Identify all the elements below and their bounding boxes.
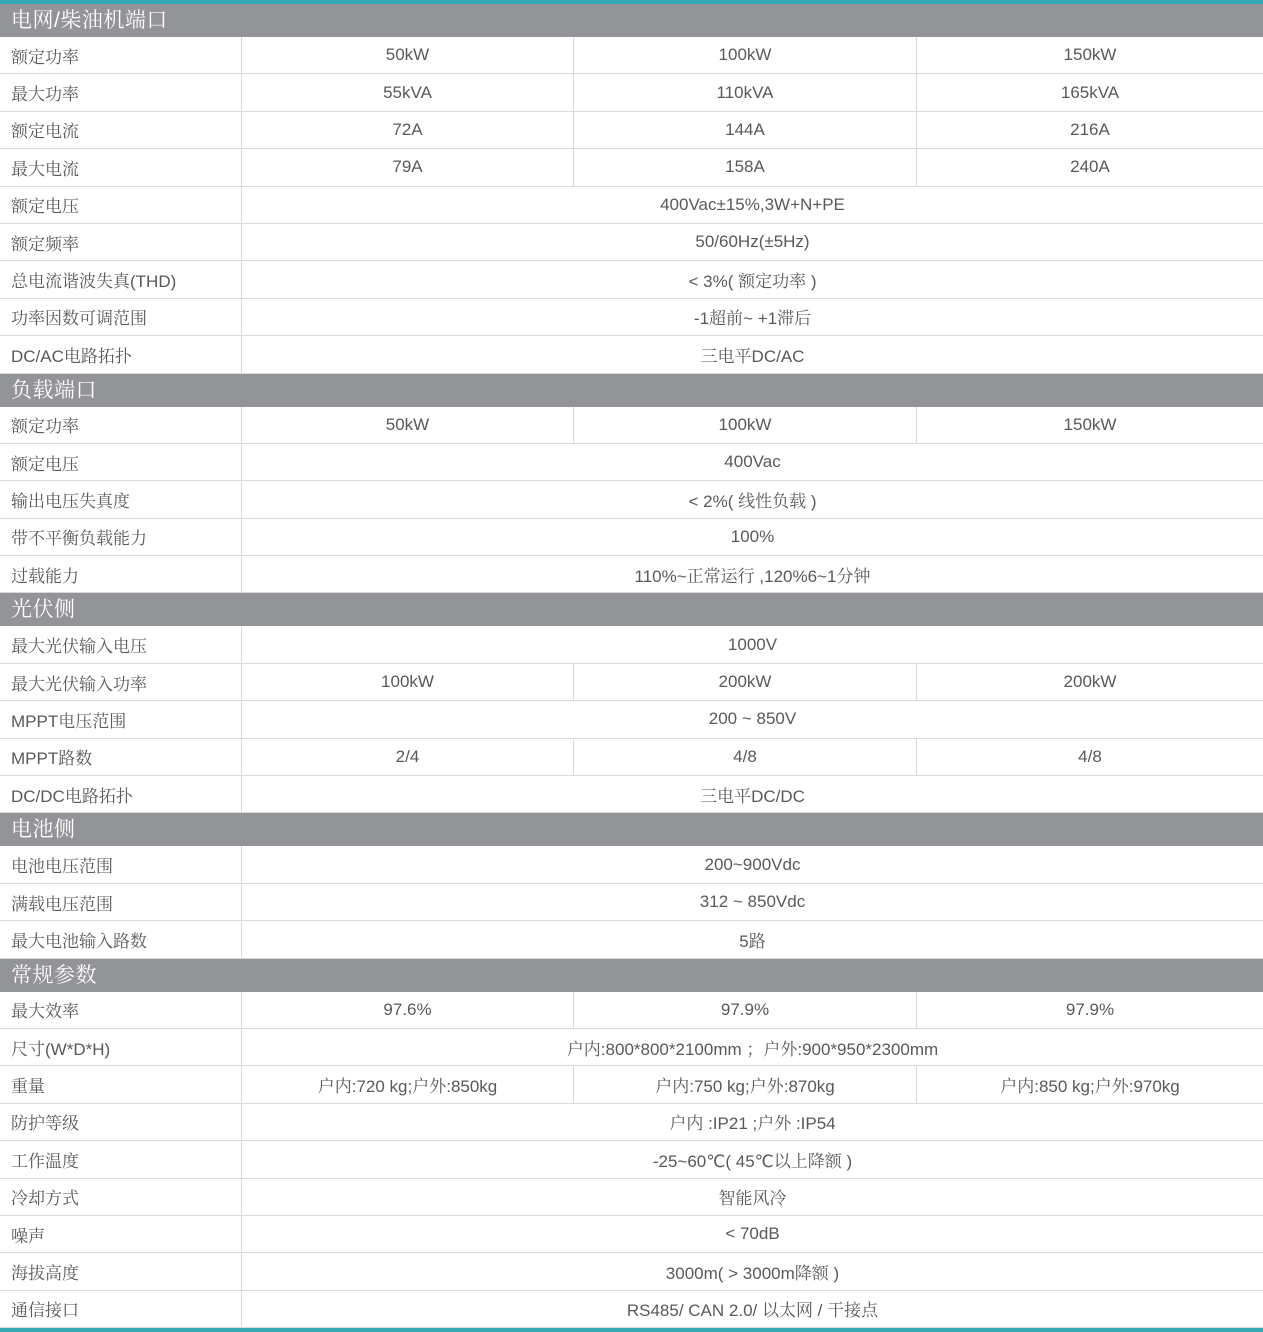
spec-value-cell-merged: -25~60℃( 45℃以上降额 ): [652, 1151, 853, 1171]
spec-label-cell: 重量: [0, 1066, 242, 1102]
spec-value-cell-merged: 3000m( > 3000m降额 ): [665, 1264, 840, 1284]
section-header: [0, 959, 1263, 992]
spec-value-cell: 72A: [242, 112, 574, 148]
spec-row: [0, 1291, 1263, 1328]
spec-label-cell: 冷却方式: [0, 1179, 242, 1215]
spec-label-cell: 海拔高度: [0, 1253, 242, 1289]
spec-value-cell-merged: 312 ~ 850Vdc: [699, 892, 806, 911]
spec-value-cell-merged: 三电平DC/AC: [700, 346, 805, 366]
spec-label-cell: MPPT路数: [0, 739, 242, 775]
spec-label-cell: DC/AC电路拓扑: [0, 336, 242, 372]
spec-row: [0, 1179, 1263, 1216]
spec-row: [0, 884, 1263, 921]
spec-row: [0, 1253, 1263, 1290]
spec-value-cell-merged: 400Vac±15%,3W+N+PE: [660, 194, 845, 214]
section-header: [0, 593, 1263, 626]
spec-label-cell: 额定电压: [0, 444, 242, 480]
spec-row: [0, 739, 1263, 776]
spec-row: [0, 664, 1263, 701]
spec-value-cell: 户内:850 kg;户外:970kg: [1000, 1077, 1180, 1097]
spec-label-cell: 最大电池输入路数: [0, 921, 242, 957]
spec-label-cell: 最大效率: [0, 992, 242, 1028]
spec-value-cell: 55kVA: [242, 74, 574, 110]
spec-value-cell-merged: RS485/ CAN 2.0/ 以太网 / 干接点: [626, 1301, 879, 1321]
spec-row: [0, 701, 1263, 738]
spec-value-cell: 50kW: [242, 407, 574, 443]
spec-value-cell-merged: 户内 :IP21 ;户外 :IP54: [669, 1114, 836, 1134]
spec-label-cell: 过载能力: [0, 556, 242, 592]
spec-value-cell-merged: < 2%( 线性负载 ): [688, 491, 817, 511]
spec-value-cell: 150kW: [1063, 45, 1117, 65]
spec-value-cell-merged: < 70dB: [725, 1224, 780, 1244]
spec-value-cell: 110kVA: [574, 74, 917, 110]
spec-row: [0, 626, 1263, 663]
spec-value-cell-merged: 50/60Hz(±5Hz): [695, 232, 810, 252]
spec-value-cell: 79A: [242, 149, 574, 185]
section-header: [0, 4, 1263, 37]
bottom-accent-bar: [0, 1328, 1263, 1332]
spec-value-cell: 50kW: [242, 37, 574, 73]
spec-label-cell: 带不平衡负载能力: [0, 519, 242, 555]
section-title: 常规参数: [11, 963, 97, 987]
spec-row: [0, 187, 1263, 224]
spec-value-cell-merged: 400Vac: [724, 452, 781, 472]
spec-label-cell: 最大电流: [0, 149, 242, 185]
spec-label-cell: 总电流谐波失真(THD): [0, 261, 242, 297]
spec-label-cell: 防护等级: [0, 1104, 242, 1140]
section-title: 电池侧: [11, 818, 76, 842]
spec-row: [0, 1104, 1263, 1141]
spec-value-cell: 97.9%: [574, 992, 917, 1028]
spec-row: [0, 112, 1263, 149]
spec-label-cell: 最大光伏输入电压: [0, 626, 242, 662]
spec-label-cell: 额定电压: [0, 187, 242, 223]
spec-value-cell: 216A: [1070, 119, 1110, 139]
spec-row: [0, 149, 1263, 186]
spec-value-cell: 144A: [574, 112, 917, 148]
spec-label-cell: 额定功率: [0, 407, 242, 443]
spec-value-cell-merged: 智能风冷: [718, 1189, 787, 1209]
spec-row: [0, 299, 1263, 336]
spec-label-cell: 最大功率: [0, 74, 242, 110]
spec-row: [0, 1141, 1263, 1178]
spec-row: [0, 444, 1263, 481]
spec-row: [0, 407, 1263, 444]
spec-label-cell: 尺寸(W*D*H): [0, 1029, 242, 1065]
spec-value-cell: 200kW: [1063, 672, 1117, 692]
spec-value-cell: 100kW: [574, 37, 917, 73]
spec-value-cell-merged: 200~900Vdc: [704, 854, 801, 874]
spec-label-cell: 噪声: [0, 1216, 242, 1252]
section-header: [0, 813, 1263, 846]
spec-row: [0, 921, 1263, 958]
spec-value-cell: 240A: [1070, 157, 1110, 177]
spec-value-cell-merged: -1超前~ +1滞后: [693, 309, 812, 329]
spec-label-cell: 功率因数可调范围: [0, 299, 242, 335]
spec-value-cell: 158A: [574, 149, 917, 185]
spec-label-cell: DC/DC电路拓扑: [0, 776, 242, 812]
spec-row: [0, 74, 1263, 111]
spec-row: [0, 846, 1263, 883]
spec-value-cell-merged: 100%: [730, 526, 775, 546]
spec-label-cell: 输出电压失真度: [0, 481, 242, 517]
spec-value-cell-merged: 三电平DC/DC: [700, 786, 805, 806]
spec-label-cell: 电池电压范围: [0, 846, 242, 882]
spec-label-cell: 最大光伏输入功率: [0, 664, 242, 700]
spec-row: [0, 261, 1263, 298]
spec-value-cell: 200kW: [574, 664, 917, 700]
spec-value-cell: 100kW: [242, 664, 574, 700]
spec-row: [0, 1066, 1263, 1103]
spec-label-cell: 通信接口: [0, 1291, 242, 1327]
spec-value-cell: 户内:720 kg;户外:850kg: [242, 1066, 574, 1102]
spec-row: [0, 224, 1263, 261]
spec-value-cell: 97.6%: [242, 992, 574, 1028]
section-title: 电网/柴油机端口: [11, 9, 168, 32]
spec-label-cell: 工作温度: [0, 1141, 242, 1177]
spec-row: [0, 37, 1263, 74]
spec-value-cell: 165kVA: [1060, 82, 1120, 102]
spec-value-cell-merged: 户内:800*800*2100mm ；户外:900*950*2300mm: [566, 1039, 939, 1059]
spec-row: [0, 992, 1263, 1029]
spec-value-cell-merged: 110%~正常运行 ,120%6~1分钟: [634, 566, 871, 586]
section-header: [0, 374, 1263, 407]
spec-value-cell: 97.9%: [1065, 999, 1115, 1019]
spec-row: [0, 481, 1263, 518]
spec-value-cell: 150kW: [1063, 414, 1117, 434]
spec-label-cell: 满载电压范围: [0, 884, 242, 920]
spec-label-cell: 额定电流: [0, 112, 242, 148]
spec-value-cell: 4/8: [1078, 746, 1102, 766]
spec-row: [0, 776, 1263, 813]
spec-row: [0, 556, 1263, 593]
spec-value-cell: 户内:750 kg;户外:870kg: [574, 1066, 917, 1102]
section-title: 光伏侧: [11, 598, 76, 622]
spec-value-cell: 4/8: [574, 739, 917, 775]
spec-row: [0, 1216, 1263, 1253]
spec-value-cell: 100kW: [574, 407, 917, 443]
spec-row: [0, 1029, 1263, 1066]
spec-row: [0, 519, 1263, 556]
spec-value-cell-merged: 1000V: [727, 634, 778, 654]
spec-value-cell-merged: < 3%( 额定功率 ): [688, 272, 817, 292]
spec-label-cell: 额定功率: [0, 37, 242, 73]
spec-row: [0, 336, 1263, 373]
spec-value-cell: 2/4: [242, 739, 574, 775]
section-title: 负载端口: [11, 378, 97, 402]
spec-value-cell-merged: 200 ~ 850V: [708, 709, 797, 729]
spec-label-cell: 额定频率: [0, 224, 242, 260]
spec-label-cell: MPPT电压范围: [0, 701, 242, 737]
spec-value-cell-merged: 5路: [739, 931, 766, 951]
spec-table: [0, 4, 1263, 1328]
